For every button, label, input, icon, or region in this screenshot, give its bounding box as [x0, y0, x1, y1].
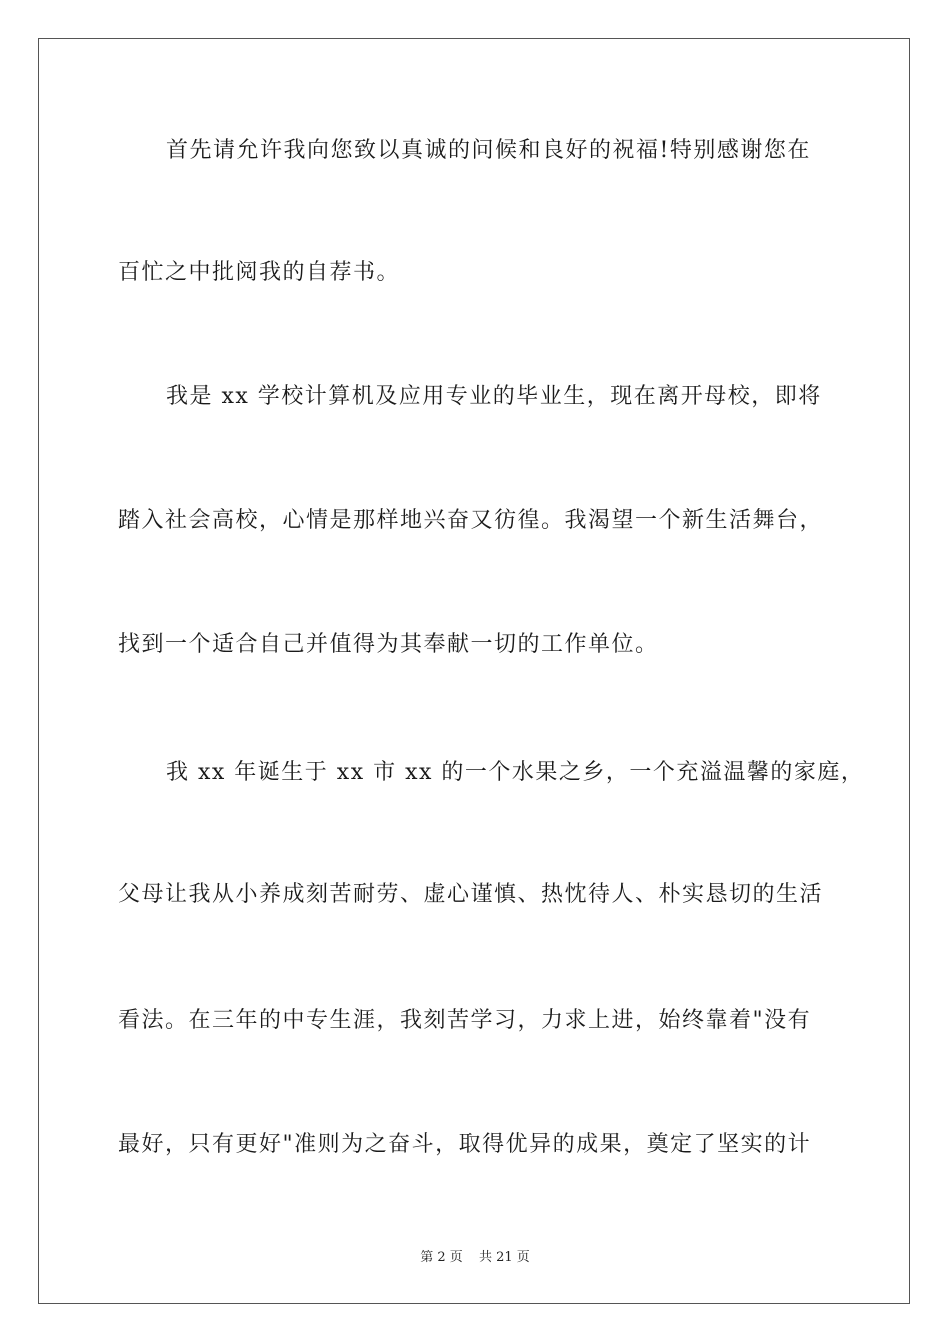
paragraph-line-9: 最好，只有更好"准则为之奋斗，取得优异的成果，奠定了坚实的计 [118, 1132, 812, 1157]
paragraph-line-2: 百忙之中批阅我的自荐书。 [118, 260, 401, 285]
paragraph-line-4: 踏入社会高校，心情是那样地兴奋又彷徨。我渴望一个新生活舞台， [118, 508, 824, 533]
page-frame [38, 38, 910, 1304]
total-pages: 共 21 页 [478, 1250, 530, 1265]
paragraph-line-6: 我 xx 年诞生于 xx 市 xx 的一个水果之乡，一个充溢温馨的家庭， [166, 760, 865, 785]
paragraph-line-3: 我是 xx 学校计算机及应用专业的毕业生，现在离开母校，即将 [166, 384, 822, 409]
paragraph-line-7: 父母让我从小养成刻苦耐劳、虚心谨慎、热忱待人、朴实恳切的生活 [118, 882, 824, 907]
paragraph-line-5: 找到一个适合自己并值得为其奉献一切的工作单位。 [118, 632, 659, 657]
paragraph-line-1: 首先请允许我向您致以真诚的问候和良好的祝福!特别感谢您在 [166, 138, 811, 163]
page-footer [0, 1246, 950, 1265]
page-number: 第 2 页 [420, 1250, 463, 1265]
paragraph-line-8: 看法。在三年的中专生涯，我刻苦学习，力求上进，始终靠着"没有 [118, 1008, 812, 1033]
